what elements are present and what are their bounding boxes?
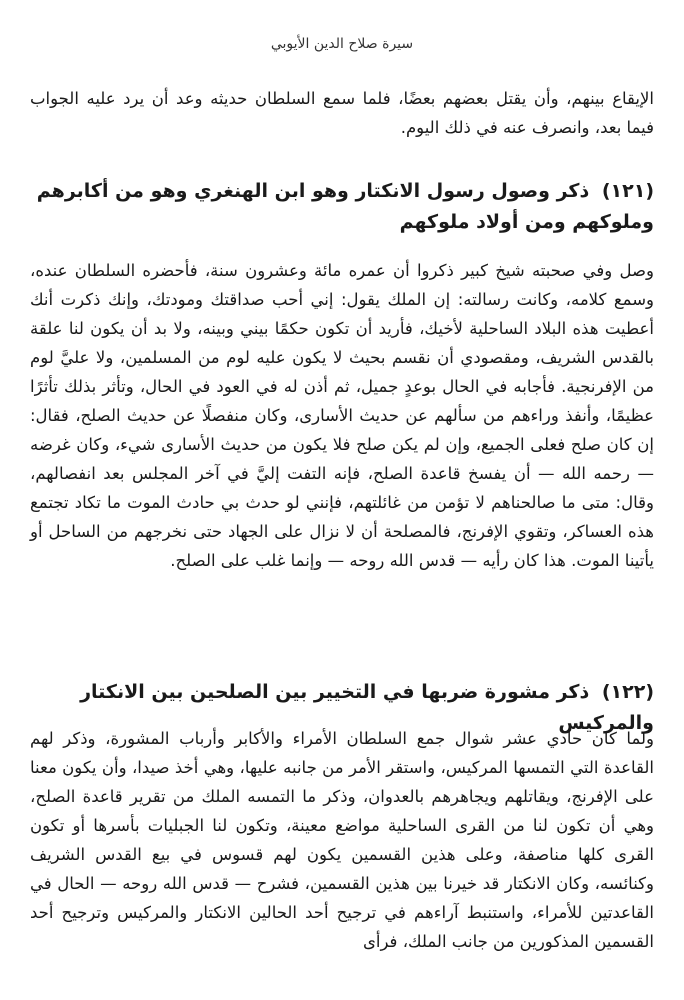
section-title: ذكر مشورة ضربها في التخيير بين الصلحين بين الانكتار والمركيس (80, 681, 654, 734)
section-heading-121 (30, 176, 654, 238)
section-body-122: ولما كان حادي عشر شوال جمع السلطان الأمراء والأكابر وأرباب المشورة، وذكر لهم القاعدة التي التمسها المركيس، واستقر الأمر من جانبه عليها، وهي أخذ صيدا، وأن يكون معنا على الإفرنج، ويقاتلهم ويجاهرهم بالعدوان، وذكر ما التمسه الملك من تقرير قاعدة الصلح، وهي أن تكون لنا من القرى الساحلية مواضع معينة، وتكون لنا الجبليات بأسرها أو تكون القرى كلها مناصفة، وعلى هذين القسمين يكون لهم قسوس في بيع القدس الشريف وكنائسه، وكان الانكتار قد خيرنا بين هذين القسمين، فشرح — قدس الله روحه — الحال في القاعدتين للأمراء، واستنبط آراءهم في ترجيح أحد الحالين الانكتار والمركيس وترجيح أحد القسمين المذكورين من جانب الملك، فرأى (30, 729, 654, 951)
section-body-121: وصل وفي صحبته شيخ كبير ذكروا أن عمره مائة وعشرون سنة، فأحضره السلطان عنده، وسمع كلامه، وكانت رسالته: إن الملك يقول: إني أحب صداقتك ومودتك، وإنك ذكرت أنك أعطيت هذه البلاد الساحلية لأخيك، فأريد أن تكون حكمًا بيني وبينه، ولا بد أن يكون لنا علقة بالقدس الشريف، ومقصودي أن نقسم بحيث لا يكون عليه لوم من المسلمين، ولا عليَّ لوم من الإفرنجية. فأجابه في الحال بوعدٍ جميل، ثم أذن له في العود في الحال، وتأثر بذلك تأثرًا عظيمًا، وأنفذ وراءهم من سألهم عن حديث الأسارى، وكان منفصلًا عن حديث الصلح، فقال: إن كان صلح فعلى الجميع، وإن لم يكن صلح فلا يكون من حديث الأسارى شيء، وكان غرضه — رحمه الله — أن يفسخ قاعدة الصلح، فإنه التفت إليَّ في آخر المجلس بعد انفصالهم، وقال: متى ما صالحناهم لا تؤمن من غائلتهم، فإنني لو حدث بي حادث الموت ما تكاد تجتمع هذه العساكر، وتقوي الإفرنج، فالمصلحة أن لا نزال على الجهاد حتى نخرجهم من الساحل أو يأتينا الموت. هذا كان رأيه — قدس الله روحه — وإنما غلب على الصلح. (30, 261, 654, 570)
section-number: (١٢١) (601, 180, 654, 202)
running-header: سيرة صلاح الدين الأيوبي (270, 36, 414, 52)
section-number: (١٢٢) (601, 681, 654, 703)
book-page (30, 0, 654, 1000)
paragraph-continuation: الإيقاع بينهم، وأن يقتل بعضهم بعضًا، فلما سمع السلطان حديثه وعد أن يرد عليه الجواب فيما بعد، وانصرف عنه في ذلك اليوم. (30, 89, 654, 137)
section-title: ذكر وصول رسول الانكتار وهو ابن الهنغري وهو من أكابرهم وملوكهم ومن أولاد ملوكهم (36, 180, 654, 233)
